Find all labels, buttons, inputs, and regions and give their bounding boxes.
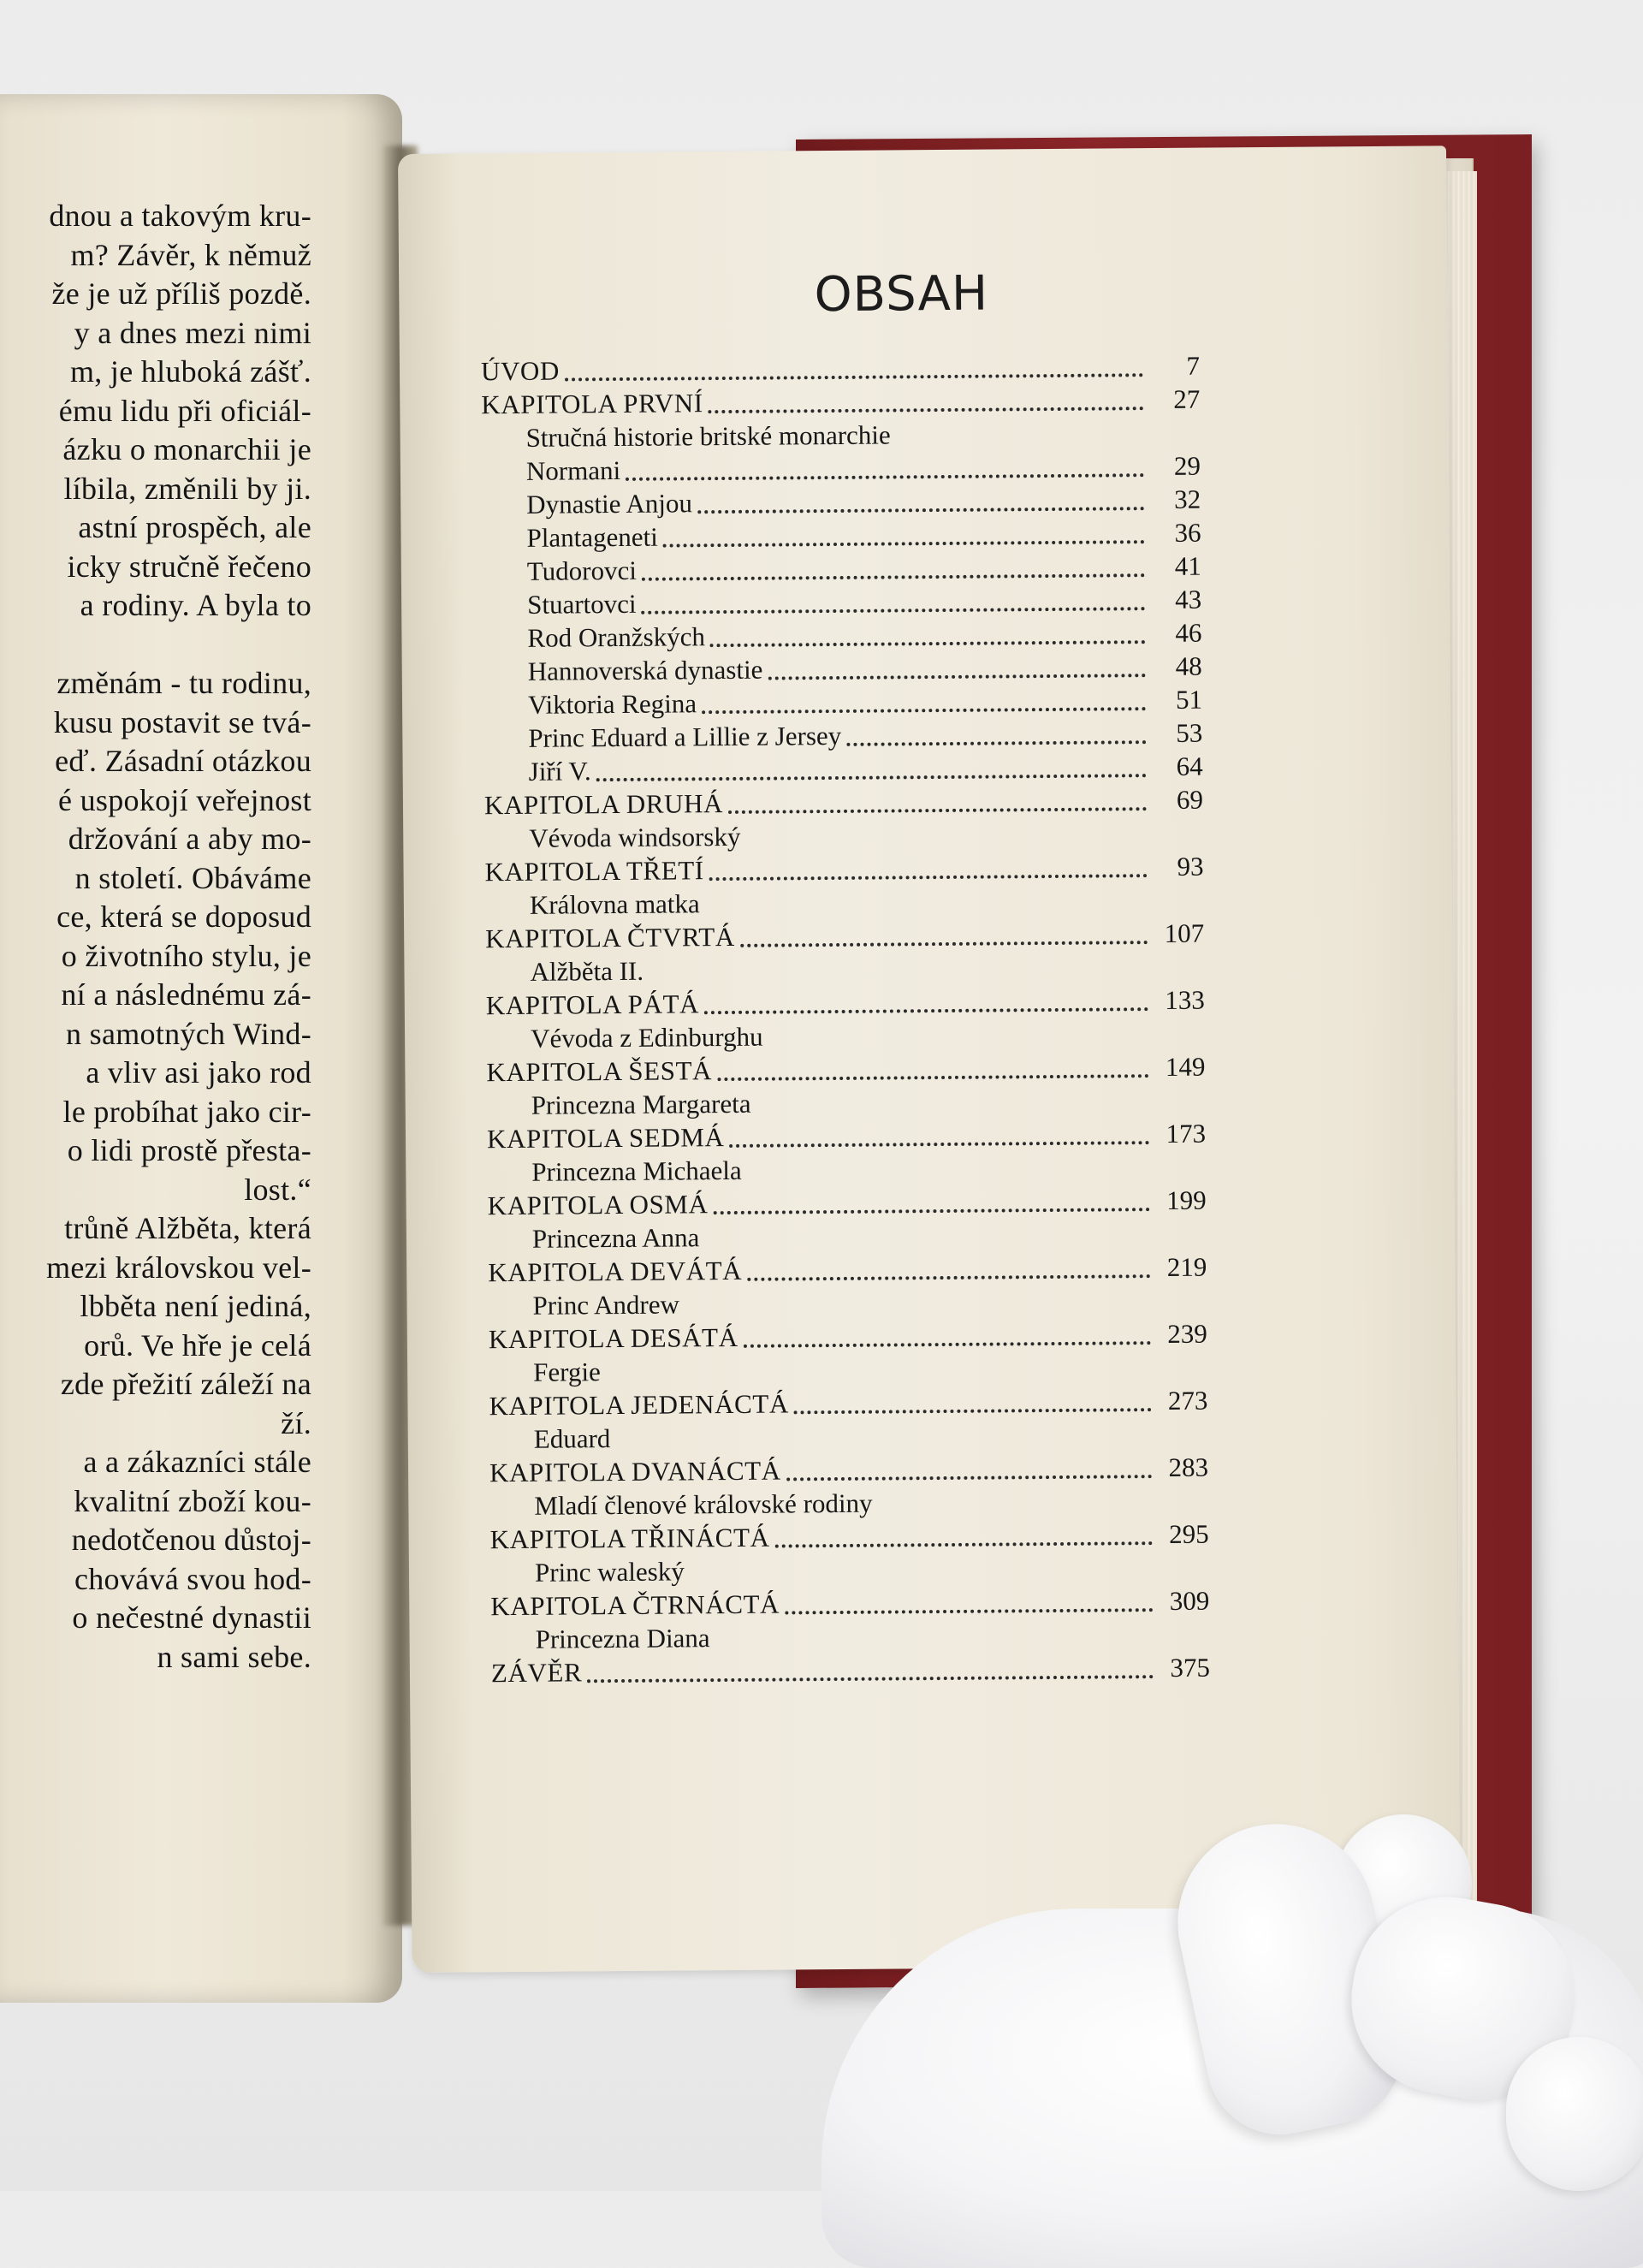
toc-chapter-entry (481, 349, 1200, 389)
toc-page-number: 53 (1176, 717, 1203, 748)
toc-page-number: 29 (1173, 450, 1201, 481)
toc-entry-title: KAPITOLA ČTRNÁCTÁ (490, 1588, 780, 1622)
toc-leader-dots (729, 1119, 1149, 1148)
left-page-line: o lidi prostě přesta- (67, 1133, 311, 1167)
left-page-line: ží. (281, 1405, 311, 1440)
toc-entry-title: Hannoverská dynastie (527, 654, 763, 686)
toc-entry-title: Tudorovci (526, 555, 638, 586)
toc-entry-title: Rod Oranžských (527, 621, 706, 653)
toc-leader-dots (704, 985, 1148, 1014)
toc-page-number: 51 (1175, 684, 1203, 715)
toc-leader-dots (717, 1052, 1149, 1081)
left-page-line: kvalitní zboží kou- (74, 1483, 311, 1518)
toc-page-number: 46 (1175, 617, 1202, 648)
toc-entry-title: KAPITOLA DVANÁCTÁ (489, 1455, 781, 1488)
toc-page-number: 43 (1174, 584, 1202, 614)
toc-entry-title: Dynastie Anjou (526, 488, 693, 520)
toc-subentry (482, 483, 1201, 522)
toc-leader-dots (740, 918, 1148, 947)
left-page-line: nedotčenou důstoj- (71, 1523, 311, 1557)
left-page-line: le probíhat jako cir- (62, 1094, 311, 1129)
toc-leader-dots (710, 618, 1146, 647)
toc-entry-title: KAPITOLA ČTVRTÁ (485, 921, 735, 954)
toc-leader-dots (774, 1519, 1152, 1547)
toc-chapter-entry (481, 383, 1200, 422)
gloved-finger (1506, 2037, 1643, 2191)
toc-entry-title: Fergie (533, 1357, 601, 1387)
toc-subentry (487, 1084, 1206, 1123)
toc-subentry (484, 750, 1203, 789)
toc-entry-title: Stuartovci (527, 588, 637, 620)
toc-entry-title: KAPITOLA OSMÁ (487, 1189, 709, 1221)
toc-entry-title: KAPITOLA JEDENÁCTÁ (489, 1388, 789, 1422)
left-page-line: o životního stylu, je (61, 938, 311, 973)
toc-page-number: 48 (1175, 650, 1202, 681)
left-page-line: ému lidu při oficiál- (58, 393, 311, 428)
toc-entry-title: ÚVOD (480, 355, 561, 387)
toc-chapter-entry (490, 1517, 1209, 1557)
toc-leader-dots (743, 1319, 1150, 1348)
toc-page-number: 273 (1167, 1385, 1208, 1416)
left-page-line: že je už příliš pozdě. (51, 276, 311, 311)
toc-subentry (488, 1284, 1207, 1323)
toc-leader-dots (697, 484, 1144, 514)
left-page-line: dnou a takovým kru- (49, 199, 311, 233)
toc-chapter-entry (486, 983, 1205, 1023)
toc-leader-dots (747, 1252, 1150, 1281)
left-page-line: n samotných Wind- (66, 1016, 311, 1051)
toc-chapter-entry (484, 850, 1203, 889)
toc-leader-dots (587, 1653, 1154, 1683)
left-page-line: líbila, změnili by ji. (63, 471, 311, 506)
left-page-line: orů. Ve hře je celá (84, 1327, 311, 1363)
right-page (398, 145, 1461, 1973)
toc-chapter-entry (487, 1117, 1206, 1156)
toc-entry-title: Vévoda z Edinburghu (530, 1021, 763, 1054)
toc-subentry (483, 583, 1201, 622)
toc-entry-title: Královna matka (529, 888, 700, 920)
toc-page-number: 375 (1170, 1652, 1211, 1683)
left-page-text (0, 197, 311, 1677)
toc-entry-title: Jiří V. (528, 756, 591, 787)
toc-subentry (485, 883, 1204, 923)
toc-chapter-entry (488, 1184, 1207, 1223)
toc-subentry (490, 1618, 1209, 1657)
toc-leader-dots (768, 651, 1146, 680)
toc-title: OBSAH (814, 265, 989, 324)
toc-chapter-entry (486, 1050, 1205, 1089)
toc-entry-title: Viktoria Regina (527, 688, 697, 720)
toc-page-number: 107 (1164, 917, 1205, 948)
toc-subentry (483, 650, 1202, 689)
toc-entry-title: Vévoda windsorský (529, 821, 741, 853)
toc-subentry (483, 616, 1201, 656)
toc-entry-title: KAPITOLA DRUHÁ (483, 788, 724, 821)
left-page-line: zde přežití záleží na (60, 1367, 311, 1401)
toc-subentry (487, 1150, 1206, 1190)
left-page-line: eď. Zásadní otázkou (55, 744, 311, 778)
toc-entry-title: Princ waleský (534, 1556, 685, 1588)
toc-entry-title: Princezna Diana (535, 1623, 710, 1654)
left-page-line: trůně Alžběta, která (64, 1211, 311, 1245)
toc-leader-dots (626, 451, 1144, 481)
toc-entry-title: Plantageneti (526, 521, 658, 553)
left-page-line: a rodiny. A byla to (80, 588, 311, 622)
left-page-line: změnám - tu rodinu, (56, 666, 311, 700)
toc-page-number: 219 (1166, 1251, 1207, 1282)
toc-leader-dots (641, 585, 1145, 614)
toc-entry-title: KAPITOLA PÁTÁ (485, 989, 700, 1021)
toc-page-number: 93 (1177, 851, 1204, 882)
toc-chapter-entry (489, 1317, 1207, 1357)
left-page-line: chovává svou hod- (74, 1561, 311, 1596)
left-page-line: astní prospěch, ale (78, 510, 311, 544)
left-page-line: lost.“ (244, 1172, 311, 1207)
toc-entry-title: Stručná historie britské monarchie (525, 419, 891, 453)
toc-page-number: 7 (1186, 350, 1201, 381)
toc-entry-title: KAPITOLA TŘINÁCTÁ (489, 1522, 770, 1555)
toc-chapter-entry (491, 1651, 1210, 1690)
left-page-line: y a dnes mezi nimi (74, 315, 311, 350)
toc-page-number: 64 (1176, 751, 1203, 781)
toc-subentry (489, 1484, 1208, 1523)
left-page-line: ce, která se doposud (56, 899, 311, 934)
toc-leader-dots (709, 852, 1148, 881)
toc-chapter-entry (489, 1384, 1207, 1423)
toc-subentry (485, 950, 1204, 989)
toc-entry-title: ZÁVĚR (490, 1657, 583, 1689)
left-page-line: mezi královskou vel- (46, 1250, 311, 1285)
toc-chapter-entry (489, 1451, 1208, 1490)
left-page-line (0, 626, 311, 665)
left-page-line: m? Závěr, k němuž (70, 237, 311, 272)
toc-entry-title: Mladí členové královské rodiny (534, 1487, 873, 1521)
left-page-line: držování a aby mo- (68, 822, 311, 856)
toc-entry-title: Princ Andrew (532, 1289, 680, 1321)
toc-page-number: 27 (1173, 383, 1201, 414)
toc-page-number: 41 (1174, 550, 1201, 581)
left-page-line: ázku o monarchii je (62, 432, 311, 466)
left-page (0, 94, 402, 2003)
left-page-line: é uspokojí veřejnost (58, 782, 311, 817)
toc-entry-title: Princezna Michaela (531, 1155, 742, 1187)
toc-chapter-entry (488, 1250, 1207, 1290)
toc-chapter-entry (485, 917, 1204, 956)
toc-leader-dots (565, 351, 1143, 381)
toc-subentry (484, 816, 1203, 856)
toc-leader-dots (596, 751, 1146, 781)
toc-entry-title: KAPITOLA DEVÁTÁ (488, 1255, 743, 1288)
toc-leader-dots (786, 1452, 1153, 1481)
toc-page-number: 295 (1169, 1518, 1209, 1549)
toc-subentry (483, 549, 1201, 589)
toc-entry-title: KAPITOLA ŠESTÁ (486, 1055, 713, 1088)
toc-entry-title: KAPITOLA SEDMÁ (486, 1122, 725, 1155)
toc-entry-title: Eduard (533, 1423, 611, 1454)
left-page-line: icky stručně řečeno (67, 549, 311, 584)
toc-chapter-entry (490, 1584, 1209, 1624)
left-page-line: a a zákazníci stále (83, 1445, 311, 1479)
toc-entry-title: Princezna Anna (531, 1222, 700, 1254)
toc-subentry (488, 1217, 1207, 1256)
toc-subentry (486, 1017, 1205, 1056)
toc-leader-dots (709, 384, 1144, 413)
toc-subentry (483, 716, 1202, 756)
left-page-line: ní a následnému zá- (61, 977, 311, 1012)
left-page-line: kusu postavit se tvá- (53, 704, 311, 739)
toc-page-number: 133 (1165, 984, 1205, 1015)
toc-page-number: 309 (1169, 1585, 1210, 1616)
toc-page-number: 32 (1174, 484, 1201, 514)
toc-page-number: 239 (1167, 1318, 1207, 1349)
toc-chapter-entry (484, 783, 1203, 822)
left-page-line: m, je hluboká zášť. (69, 354, 311, 389)
toc-subentry (482, 449, 1201, 489)
toc-leader-dots (846, 718, 1146, 746)
toc-subentry (489, 1351, 1207, 1390)
toc-entry-title: Normani (525, 454, 621, 486)
left-page-line: o nečestné dynastii (72, 1600, 311, 1635)
toc-leader-dots (728, 785, 1147, 814)
toc-entry-title: KAPITOLA DESÁTÁ (488, 1321, 738, 1355)
toc-page-number: 36 (1174, 517, 1201, 548)
toc-entry-title: Princ Eduard a Lillie z Jersey (528, 720, 842, 753)
toc-leader-dots (702, 685, 1146, 714)
toc-subentry (483, 683, 1202, 722)
toc-leader-dots (785, 1586, 1153, 1614)
toc-entry-title: KAPITOLA TŘETÍ (484, 855, 704, 888)
toc-leader-dots (642, 551, 1145, 581)
toc-entry-title: KAPITOLA PRVNÍ (481, 388, 703, 420)
toc-page-number: 149 (1165, 1051, 1206, 1082)
table-of-contents (481, 349, 1210, 1690)
toc-subentry (489, 1417, 1208, 1457)
toc-entry-title: Princezna Margareta (531, 1088, 751, 1120)
toc-entry-title: Alžběta II. (530, 955, 644, 987)
toc-leader-dots (794, 1386, 1152, 1414)
toc-subentry (490, 1551, 1209, 1590)
toc-subentry (481, 416, 1200, 455)
toc-leader-dots (663, 518, 1145, 547)
toc-page-number: 69 (1176, 784, 1204, 815)
left-page-line: n století. Obáváme (74, 860, 311, 895)
left-page-line: n sami sebe. (157, 1639, 311, 1674)
toc-page-number: 283 (1168, 1452, 1209, 1482)
toc-subentry (482, 516, 1201, 555)
toc-page-number: 199 (1166, 1184, 1207, 1215)
left-page-line: a vliv asi jako rod (86, 1055, 311, 1089)
toc-page-number: 173 (1166, 1118, 1207, 1149)
left-page-line: lbběta není jediná, (80, 1289, 311, 1323)
toc-leader-dots (713, 1185, 1149, 1214)
